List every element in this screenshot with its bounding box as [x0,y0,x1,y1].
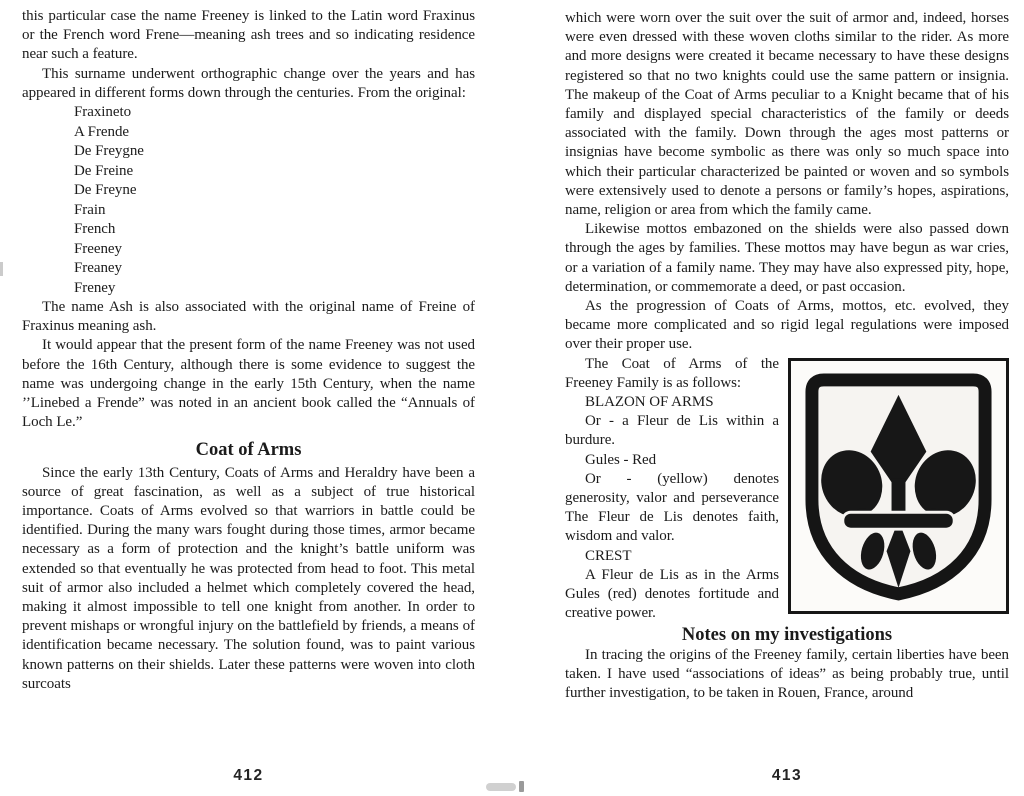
paragraph-name-ash: The name Ash is also associated with the original name of Freine of Fraxinus meaning ash. [22,299,475,335]
page-number-413: 413 [771,767,803,784]
paragraph-freeney-arms-intro: The Coat of Arms of the Freeney Family is as follows: [565,355,779,391]
scan-smudge [486,783,516,791]
paragraph-regulations: As the progression of Coats of Arms, mottos, etc. evolved, they became more complicated and so rigid legal regulations were imposed over their proper use. [565,298,1009,353]
name-variant: Freaney [74,260,122,277]
blazon-of-arms-label: BLAZON OF ARMS [585,394,714,411]
name-variant: A Frende [74,123,130,140]
page-number-412: 412 [233,767,264,784]
scan-edge-mark [0,262,3,276]
scan-smudge-dark [519,781,524,792]
name-variant: De Freyne [74,182,137,199]
page-413-text-column [565,9,1009,703]
paragraph-tracing-origins: In tracing the origins of the Freeney family, certain liberties have been taken. I have used “associations of ideas” as being probably true, until further investigation, to be taken in Rouen, France, around [565,646,1009,702]
paragraph-16th-century: It would appear that the present form of the name Freeney was not used before the 16th Century, although there is some evidence to suggest the name was undergoing change in the early 15th Century, when the name ’’Linebed a Frende” was noted in an ancient book called the “Annuals of Loch Le.” [22,337,475,431]
name-variant: De Freygne [74,143,144,160]
paragraph-freeney-origin: this particular case the name Freeney is linked to the Latin word Fraxinus or the French word Frene—meaning ash trees and so indicating residence near such a feature. [22,8,475,63]
gules-line: Gules - Red [585,451,657,468]
name-variant: French [74,221,116,238]
name-variant: De Freine [74,162,134,179]
or-description: Or - (yellow) denotes generosity, valor and perseverance The Fleur de Lis denotes faith, wisdom and valor. [565,470,779,545]
paragraph-mottos: Likewise mottos embazoned on the shields were also passed down through the ages by families. These mottos may have begun as war cries, or a variation of a family name. They may have also expressed pity, hope, determination, or commemorate a deed, or past occasion. [565,221,1009,295]
crest-description: A Fleur de Lis as in the Arms Gules (red) denotes fortitude and creative power. [565,566,779,622]
notes-investigations-heading: Notes on my investigations [681,624,893,645]
paragraph-heraldry-history: Since the early 13th Century, Coats of Arms and Heraldry have been a source of great fascination, as well as a subject of true historical importance. Coats of Arms evolved so that warriors in battle could be identified. During the many wars fought during those times, armor became necessary as a form of protection and the knight’s battle uniform was extended so that eventually he was protected from head to foot. This metal suit of armor also included a helmet which completely covered the head, making it almost impossible to tell one knight from another. In order to prevent mishaps or wrongful injury on the battlefield by friends, a means of identification became necessary. The solution found, was to paint various known patterns on their shields. Later these patterns were woven into cloth surcoats [22,464,475,692]
name-variant: Freeney [74,240,122,257]
fleur-de-lis-shield-image [799,369,998,604]
blazon-description: Or - a Fleur de Lis within a burdure. [565,413,779,449]
coat-of-arms-heading: Coat of Arms [195,440,302,461]
name-variant: Freney [74,279,116,296]
name-variant: Fraxineto [74,104,132,121]
page-413 [512,0,1024,796]
paragraph-surcoats: which were worn over the suit over the suit of armor and, indeed, horses were even dressed with these woven cloths similar to the rider. As more and more designs were created it became necessary to have these designs registered so that no two knights could use the same pattern or insignia. The makeup of the Coat of Arms peculiar to a Knight became that of his family and displayed special characteristics of the family or deeds associated with the family. Down through the ages most patterns or insignias have become symbolic as there was only so much space into which their particular characterized be painted or woven and so symbols were extensively used to denote a persons or family’s hopes, aspirations, name, religion or area from which the family came. [565,10,1009,219]
page-412-text-column [22,7,475,694]
coat-of-arms-figure [788,358,1009,615]
paragraph-orthographic-change: This surname underwent orthographic change over the years and has appeared in different forms down through the centuries. From the original: [22,65,475,101]
crest-label: CREST [585,547,632,564]
name-variant-list [22,103,475,298]
name-variant: Frain [74,201,106,218]
